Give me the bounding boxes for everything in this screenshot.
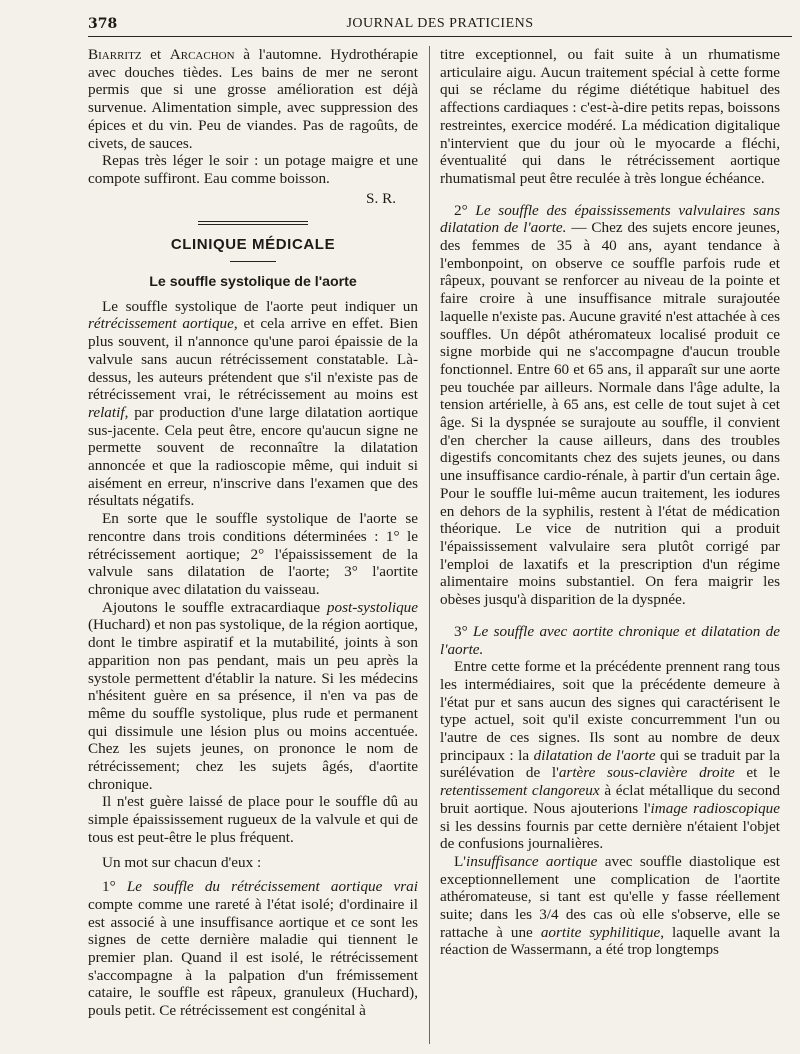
r2-italic-b: Le souffle des épaississements valvulaires sans dilatation de l'aorte. xyxy=(440,201,780,237)
p1-text-c: , et cela arrive en effet. Bien plus souvent, il n'annonce qu'une paroi épaissie de la valvule sans aucun rétrécissement constatable. Là-dessus, les auteurs prétendent que s'il n'existe pas de rétrécissement vrai, le rétrécissement au moins est xyxy=(88,315,418,404)
running-title: JOURNAL DES PRATICIENS xyxy=(346,16,534,31)
p3-text-c: (Huchard) et non pas systolique, de la région aortique, dont le timbre aspiratif et la mutabilité, joints à son apparition non pas pendant, mais un peu après la systole permettent d'établir la nature. Si les médecins n'hésitent guère en sa présence, il n'en va pas de même du souffle systolique, plus rude et permanent qui dissimule une lésion plus ou moins accentuée. Chez les sujets jeunes, on prononce le nom de rétrécissement; chez les sujets âgés, d'aortite chronique. xyxy=(88,616,418,793)
r3-italic-b: Le souffle avec aortite chronique et dilatation de l'aorte. xyxy=(440,622,780,658)
r4-text-a: Entre cette forme et la précédente prennent rang tous les intermédiaires, soit que la précédente demeure à l'état pur et sans aucun des signes qui caractérisent le type actuel, soit qu'il existe concurremment l'un ou l'autre de ces signes. Ils sont au nombre de deux principaux : la xyxy=(440,658,780,764)
r4-text-c: qui se traduit par la surélévation de l' xyxy=(440,746,780,782)
r4-italic-f: retentissement clangoreux xyxy=(440,782,600,800)
p6-italic-b: Le souffle du rétrécissement aortique vrai xyxy=(126,878,418,896)
left-column xyxy=(88,46,418,1020)
page-number: 378 xyxy=(88,16,118,32)
r5-text-a: L' xyxy=(454,852,467,870)
paragraph-3 xyxy=(88,599,418,794)
spacer xyxy=(88,871,418,878)
p1-italic-d: relatif xyxy=(88,403,125,421)
intro-text: à l'automne. Hydrothérapie avec douches tièdes. Les bains de mer ne seront permis que si une grosse amélioration est déjà survenue. Alimentation simple, avec suppression des épices et du vin. Peu de viandes. Pas de ragoûts, de civets, de sauces. xyxy=(88,46,418,152)
intro-connector: et xyxy=(141,46,170,63)
r3-text-a: 3° xyxy=(454,622,474,640)
paragraph-6 xyxy=(88,878,418,1020)
spacer xyxy=(440,188,780,202)
p3-italic-b: post-systolique xyxy=(326,598,418,616)
paragraph-r4 xyxy=(440,658,780,853)
p6-text-c: compte comme une rareté à l'état isolé; d'ordinaire il est associé à une insuffisance aortique et ce sont les signes de cette dernière maladie qui tiennent le premier plan. Quand il est isolé, le rétrécissement s'accompagne à la palpation d'un frémissement cataire, le souffle est râpeux, granuleux (Huchard), pouls petit. Ce rétrécissement est congénital à xyxy=(88,895,418,1020)
paragraph-2: En sorte que le souffle systolique de l'aorte se rencontre dans trois conditions déterminées : 1° le rétrécissement aortique; 2° l'épaississement de la valvule sans dilatation de l'aorte; 3° l'aortite chronique avec dilatation du vaisseau. xyxy=(88,510,418,598)
intro-paragraph xyxy=(88,46,418,152)
r5-text-e: , laquelle avant la réaction de Wassermann, a été trop longtemps xyxy=(440,923,780,959)
r4-italic-h: image radioscopique xyxy=(650,799,781,817)
p6-text-a: 1° xyxy=(102,878,127,896)
r4-text-g: à éclat métallique du second bruit aortique. Nous ajouterions l' xyxy=(440,782,780,817)
r4-italic-b: dilatation de l'aorte xyxy=(533,746,656,764)
signature: S. R. xyxy=(366,189,396,207)
paragraph-r5 xyxy=(440,853,780,959)
place-arcachon: Arcachon xyxy=(169,46,235,63)
r2-text-a: 2° xyxy=(454,201,476,219)
paragraph-1 xyxy=(88,298,418,510)
paragraph-r3 xyxy=(440,623,780,658)
r4-italic-d: artère sous-clavière droite xyxy=(558,764,735,782)
paragraph-5: Un mot sur chacun d'eux : xyxy=(102,853,262,871)
section-rule xyxy=(198,221,308,225)
r4-text-e: et le xyxy=(734,764,780,782)
p1-italic-b: rétrécissement aortique xyxy=(88,315,234,333)
r4-text-i: si les dessins fournis par cette dernière n'étaient l'objet de confusions journalières. xyxy=(440,817,780,853)
r5-italic-b: insuffisance aortique xyxy=(466,852,598,870)
spacer xyxy=(88,847,418,854)
section-underline xyxy=(230,261,276,262)
paragraph-r1: titre exceptionnel, ou fait suite à un rhumatisme articulaire aigu. Aucun traitement spécial à cette forme qui se réclame du régime diététique habituel des affections cardiaques : c'est-à-dire petits repas, boissons restreintes, exercice modéré. La médication digitalique n'intervient que du jour où le myocarde a fléchi, éventualité qui dans le rétrécissement aortique rhumatismal peut être reculée à très longue échéance. xyxy=(440,46,780,187)
paragraph-repas: Repas très léger le soir : un potage maigre et une compote suffiront. Eau comme boisson. xyxy=(88,152,418,187)
column-divider xyxy=(429,46,430,1044)
right-column xyxy=(440,46,780,959)
p1-text-e: , par production d'une large dilatation aortique sus-jacente. Cela peut être, encore qu'aucun signe ne permette souvent de reconnaître la dilatation annoncée et que la radioscopie même, qui induit si aisément en erreur, n'inscrive dans l'examen que des résultats négatifs. xyxy=(88,403,418,510)
section-title: CLINIQUE MÉDICALE xyxy=(170,236,336,254)
p3-text-a: Ajoutons le souffle extracardiaque xyxy=(102,598,327,616)
article-title: Le souffle systolique de l'aorte xyxy=(149,274,357,291)
place-biarritz: Biarritz xyxy=(88,46,142,63)
page-header xyxy=(88,14,792,37)
r5-text-c: avec souffle diastolique est exceptionnellement une complication de l'aortite athéromateuse, si tant est qu'elle y fasse réellement suite; dans les 3/4 des cas où elle s'observe, elle se rattache à une xyxy=(440,852,780,941)
spacer xyxy=(440,609,780,623)
paragraph-r2 xyxy=(440,202,780,609)
paragraph-4: Il n'est guère laissé de place pour le souffle dû au simple épaississement rugueux de la valvule et qui de tous est peut-être le plus fréquent. xyxy=(88,793,418,846)
r2-text-c: — Chez des sujets encore jeunes, des femmes de 35 à 40 ans, ayant tendance à l'embonpoint, on observe ce souffle parfois rude et râpeux, pouvant se renforcer au niveau de la pointe et faire croire à une insuffisance mitrale surajoutée laquelle n'existe pas. Aucune gravité n'est attachée à ces souffles. Un dépôt athéromateux localisé produit ce signe morbide qui ne s'accompagne d'aucun trouble fonctionnel. Entre 60 et 65 ans, il apparaît sur une aorte peu touchée par ailleurs. Normale dans l'âge adulte, la tension artérielle, à 65 ans, est celle de tout sujet à cet âge. Si la dyspnée se surajoute au souffle, il convient d'en chercher la cause ailleurs, dans des troubles digestifs concomitants chez des sujets jeunes, ou dans une insuffisance cardio-rénale, à partir d'un certain âge. Pour le souffle lui-même aucun traitement, les iodures en dehors de la syphilis, restent à l'état de médication théorique. Le vice de nutrition qui a produit l'épaississement valvulaire sera plutôt corrigé par l'emploi de laxatifs et la prescription d'un régime alimentaire moins substantiel. On fera maigrir les obèses jusqu'à disparition de la dyspnée. xyxy=(440,219,780,609)
r5-italic-d: aortite syphilitique xyxy=(540,923,661,941)
p1-text-a: Le souffle systolique de l'aorte peut indiquer un xyxy=(102,297,418,315)
